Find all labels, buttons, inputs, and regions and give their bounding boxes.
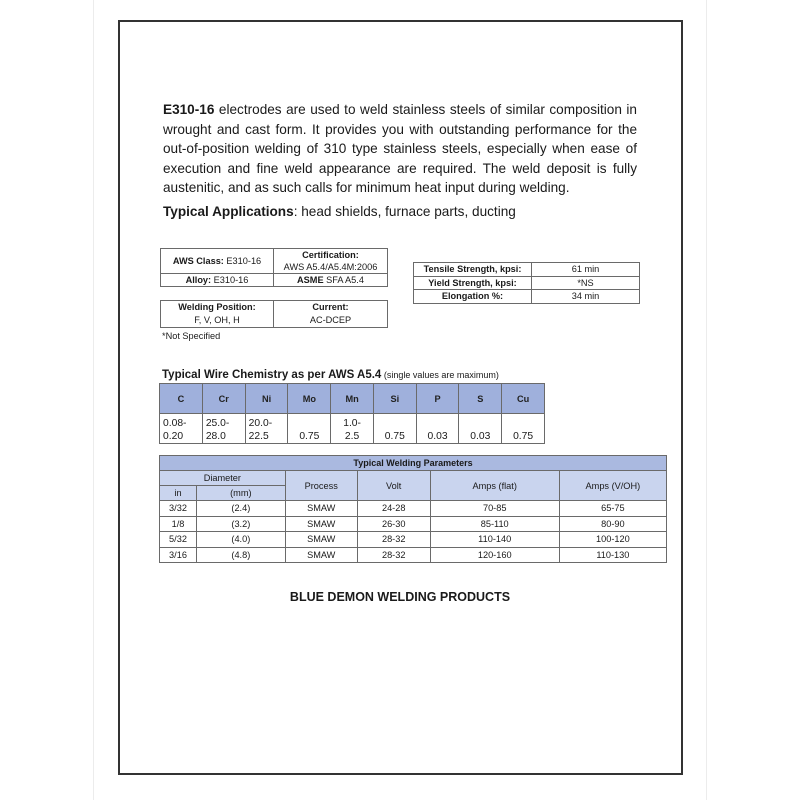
volt-header: Volt xyxy=(357,471,430,501)
current-value: AC-DCEP xyxy=(274,314,388,328)
welding-cell-volt: 28-32 xyxy=(357,532,430,548)
chemistry-element-header: Ni xyxy=(245,384,288,414)
welding-cell-mm: (3.2) xyxy=(197,516,286,532)
chemistry-value-line2: 0.03 xyxy=(470,431,491,442)
chemistry-value-line2: 0.75 xyxy=(513,431,534,442)
applications-label: Typical Applications xyxy=(163,204,294,219)
chemistry-element-header: Cr xyxy=(202,384,245,414)
chemistry-element-header: Cu xyxy=(502,384,545,414)
chemistry-value-line2: 0.75 xyxy=(299,431,320,442)
chemistry-element-header: P xyxy=(416,384,459,414)
chemistry-element-header: S xyxy=(459,384,502,414)
chemistry-value-cell xyxy=(416,414,459,444)
chemistry-value-cell xyxy=(331,414,374,444)
chemistry-title xyxy=(162,369,499,381)
alloy-label: Alloy: xyxy=(185,275,212,285)
chemistry-value-line1 xyxy=(374,417,416,430)
welding-row xyxy=(160,547,667,563)
mechanical-row xyxy=(414,290,640,304)
aws-class-label: AWS Class: xyxy=(172,256,224,266)
welding-cell-mm: (2.4) xyxy=(197,501,286,517)
welding-parameters-table xyxy=(159,455,667,563)
mechanical-label: Tensile Strength, kpsi: xyxy=(414,263,532,277)
chemistry-value-line2: 2.5 xyxy=(344,431,360,442)
certification-value: AWS A5.4/A5.4M:2006 xyxy=(274,261,388,274)
welding-row xyxy=(160,516,667,532)
chemistry-title-text: Typical Wire Chemistry as per AWS A5.4 xyxy=(162,369,382,381)
chemistry-value-line1: 0.08- xyxy=(163,418,187,429)
alloy-value: E310-16 xyxy=(211,275,249,285)
welding-cell-amps-flat: 70-85 xyxy=(430,501,559,517)
chemistry-value-line1: 25.0- xyxy=(205,418,230,429)
chemistry-value-line2: 0.20 xyxy=(163,431,184,442)
welding-cell-volt: 26-30 xyxy=(357,516,430,532)
position-current-table xyxy=(160,300,388,328)
welding-cell-process: SMAW xyxy=(285,516,357,532)
welding-cell-volt: 24-28 xyxy=(357,501,430,517)
classification-table xyxy=(160,248,388,287)
chemistry-value-line2: 22.5 xyxy=(248,431,269,442)
chemistry-table xyxy=(159,383,545,444)
footnote: *Not Specified xyxy=(162,331,221,341)
chemistry-value-cell xyxy=(459,414,502,444)
in-header: in xyxy=(160,486,197,501)
product-description xyxy=(163,100,637,198)
description-text: electrodes are used to weld stainless steels of similar composition in wrought and cast form. It provides you with outstanding performance for the out-of-position welding of 310 type stainless steels, especially when ease of execution and fine weld appearance are required. The weld deposit is fully austenitic, and as such calls for minimum heat input during welding. xyxy=(163,102,637,196)
alloy-cell xyxy=(161,274,274,287)
chemistry-value-line2: 0.03 xyxy=(427,431,448,442)
chemistry-value-line1 xyxy=(502,417,544,430)
chemistry-value-cell xyxy=(288,414,331,444)
welding-cell-amps-voh: 100-120 xyxy=(559,532,666,548)
chemistry-value-line1: 20.0- xyxy=(248,418,273,429)
welding-position-value: F, V, OH, H xyxy=(161,314,274,328)
chemistry-header-row xyxy=(160,384,545,414)
chemistry-value-line2: 0.75 xyxy=(384,431,405,442)
chemistry-element-header: Si xyxy=(373,384,416,414)
welding-cell-amps-flat: 120-160 xyxy=(430,547,559,563)
aws-class-cell xyxy=(161,249,274,274)
welding-cell-amps-voh: 65-75 xyxy=(559,501,666,517)
mechanical-properties-table xyxy=(413,262,640,304)
typical-applications xyxy=(163,204,516,219)
certification-label: Certification: xyxy=(274,249,388,262)
asme-label: ASME xyxy=(297,275,324,285)
chemistry-element-header: C xyxy=(160,384,203,414)
chemistry-value-line1 xyxy=(459,417,501,430)
asme-cell xyxy=(274,274,388,287)
asme-value: SFA A5.4 xyxy=(323,275,364,285)
mechanical-label: Yield Strength, kpsi: xyxy=(414,276,532,290)
process-header: Process xyxy=(285,471,357,501)
chemistry-value-cell xyxy=(160,414,203,444)
welding-cell-process: SMAW xyxy=(285,501,357,517)
mechanical-value: *NS xyxy=(532,276,640,290)
welding-cell-amps-flat: 110-140 xyxy=(430,532,559,548)
current-label: Current: xyxy=(274,301,388,315)
welding-cell-in: 1/8 xyxy=(160,516,197,532)
chemistry-value-line2: 28.0 xyxy=(205,431,226,442)
chemistry-subtitle: (single values are maximum) xyxy=(381,370,499,380)
welding-cell-process: SMAW xyxy=(285,547,357,563)
welding-row xyxy=(160,532,667,548)
mechanical-row xyxy=(414,276,640,290)
company-footer: BLUE DEMON WELDING PRODUCTS xyxy=(289,590,511,604)
welding-cell-amps-voh: 80-90 xyxy=(559,516,666,532)
welding-cell-mm: (4.0) xyxy=(197,532,286,548)
chemistry-value-cell xyxy=(202,414,245,444)
chemistry-values-row xyxy=(160,414,545,444)
amps-flat-header: Amps (flat) xyxy=(430,471,559,501)
amps-voh-header: Amps (V/OH) xyxy=(559,471,666,501)
mm-header: (mm) xyxy=(197,486,286,501)
chemistry-value-line1: 1.0- xyxy=(343,418,361,429)
mechanical-row xyxy=(414,263,640,277)
welding-cell-in: 3/16 xyxy=(160,547,197,563)
chemistry-value-cell xyxy=(245,414,288,444)
product-name: E310-16 xyxy=(163,102,215,117)
welding-cell-amps-flat: 85-110 xyxy=(430,516,559,532)
welding-cell-mm: (4.8) xyxy=(197,547,286,563)
welding-cell-amps-voh: 110-130 xyxy=(559,547,666,563)
aws-class-value: E310-16 xyxy=(223,256,262,266)
welding-cell-in: 5/32 xyxy=(160,532,197,548)
diameter-header: Diameter xyxy=(160,471,286,486)
welding-position-label: Welding Position: xyxy=(161,301,274,315)
chemistry-element-header: Mn xyxy=(331,384,374,414)
welding-cell-in: 3/32 xyxy=(160,501,197,517)
scan-edge-right xyxy=(706,0,707,800)
chemistry-value-line1 xyxy=(288,417,330,430)
scan-edge-left xyxy=(93,0,94,800)
mechanical-label: Elongation %: xyxy=(414,290,532,304)
applications-text: : head shields, furnace parts, ducting xyxy=(293,204,516,219)
welding-parameters-title: Typical Welding Parameters xyxy=(160,456,667,471)
welding-cell-volt: 28-32 xyxy=(357,547,430,563)
chemistry-value-cell xyxy=(502,414,545,444)
chemistry-element-header: Mo xyxy=(288,384,331,414)
mechanical-value: 61 min xyxy=(532,263,640,277)
mechanical-value: 34 min xyxy=(532,290,640,304)
chemistry-value-cell xyxy=(373,414,416,444)
welding-cell-process: SMAW xyxy=(285,532,357,548)
chemistry-value-line1 xyxy=(417,417,459,430)
welding-row xyxy=(160,501,667,517)
